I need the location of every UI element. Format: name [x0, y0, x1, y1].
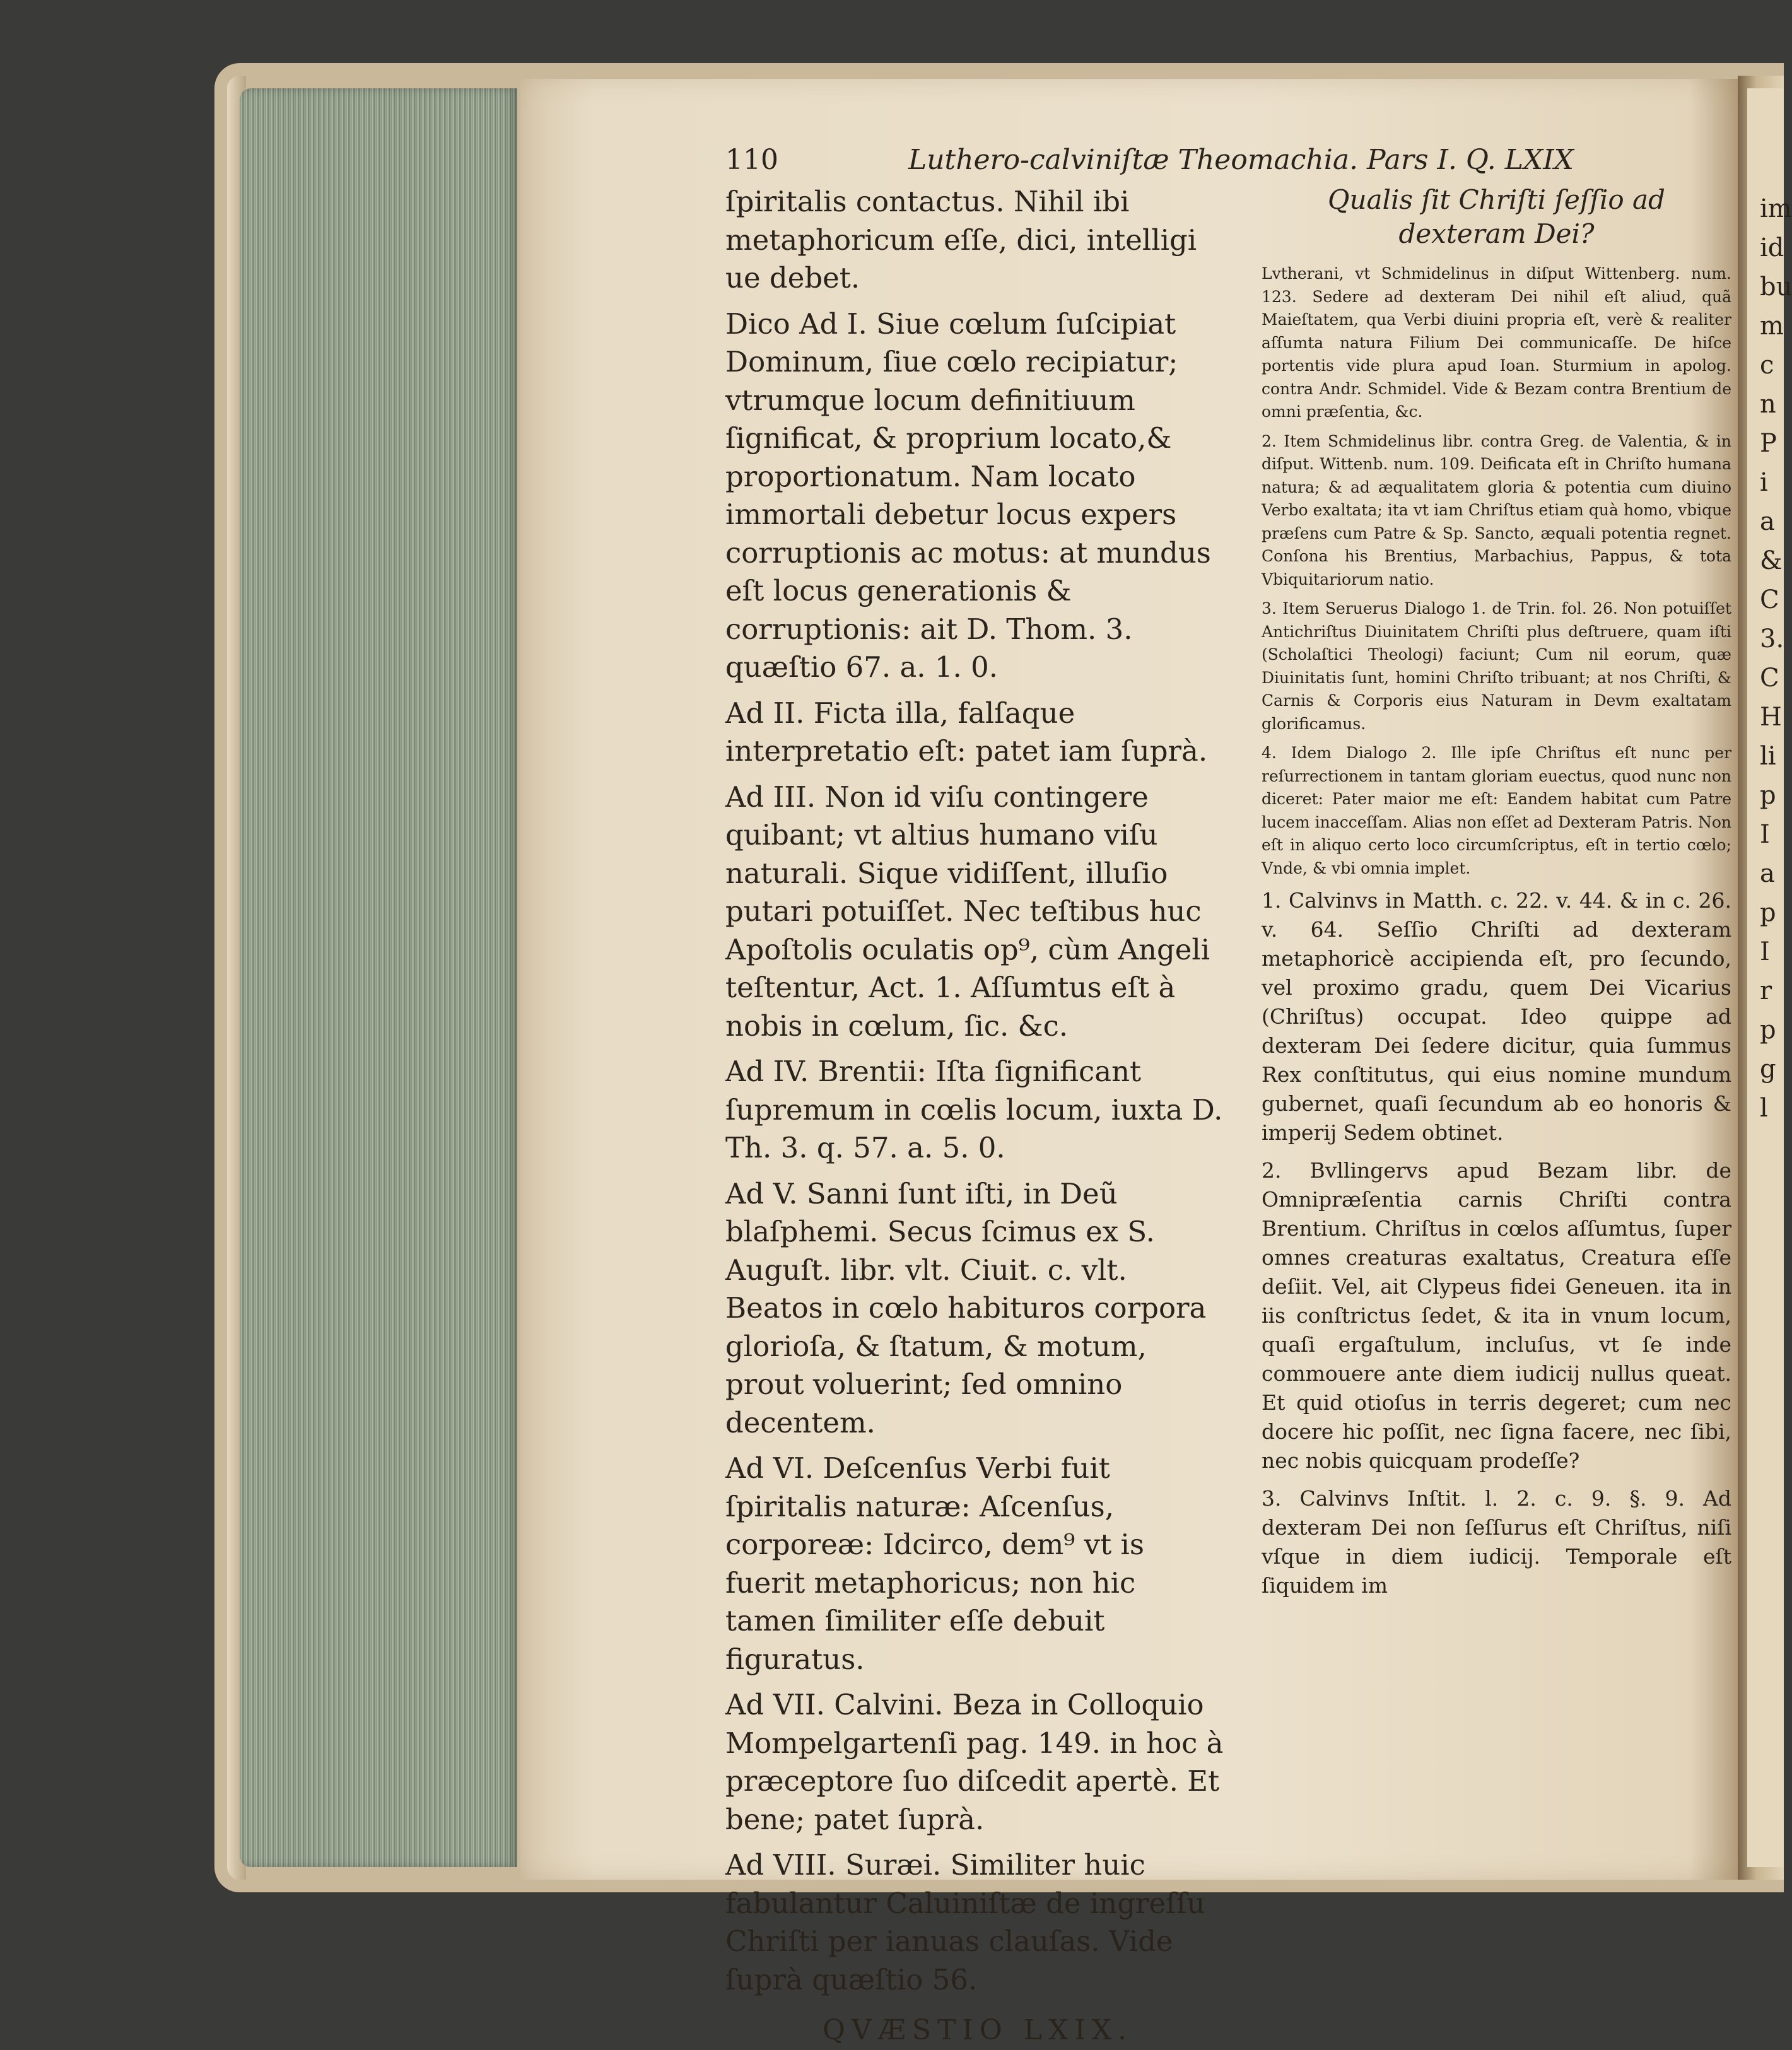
left-text-column: [725, 183, 1230, 2050]
paragraph: 2. Bvllingervs apud Bezam libr. de Omnipræſentia carnis Chriſti contra Brentium. Chriſtus in cœlos aſſumtus, ſuper omnes creaturas exaltatus, Creatura eſſe deſiit. Vel, ait Clypeus fidei Geneuen. ita in iis conſtrictus ſedet, & ita in vnum locum, quaſi ergaſtulum, incluſus, vt ſe inde commouere ante diem iudicij nullus queat. Et quid otioſus in terris degeret; cum nec docere hic poſſit, nec ſigna facere, nec ſibi, nec nobis quicquam prodeſſe?: [1262, 1158, 1731, 1473]
edge-fragment: c: [1760, 351, 1774, 380]
paragraph: 3. Item Seruerus Dialogo 1. de Trin. fol. 26. Non potuiſſet Antichriſtus Diuinitatem Chriſti plus deſtruere, quam iſti (Scholaſtici Theologi) faciunt; Cum nil eorum, quæ Diuinitatis ſunt, homini Chriſto tribuant; at nos Chriſti, & Carnis & Corporis eius Naturam in Devm exaltatam glorificamus.: [1262, 599, 1731, 733]
edge-fragment: r: [1760, 976, 1772, 1005]
paragraph: Lvtherani, vt Schmidelinus in diſput Wittenberg. num. 123. Sedere ad dexteram Dei nihil eſt aliud, quã Maieſtatem, qua Verbi diuini propria eſt, verè & realiter aſſumta natura Filium Dei communicaſſe. De hiſce portentis vide plura apud Ioan. Sturmium in apolog. contra Andr. Schmidel. Vide & Bezam contra Brentium de omni præſentia, &c.: [1262, 264, 1731, 421]
paragraph: 3. Calvinvs Inſtit. l. 2. c. 9. §. 9. Ad dexteram Dei non ſeſſurus eſt Chriſtus, niſi vſque in diem iudicij. Temporale eſt ſiquidem im: [1262, 1486, 1731, 1598]
edge-fragment: I: [1760, 937, 1770, 966]
edge-fragment: l: [1760, 1094, 1768, 1123]
edge-fragment: p: [1760, 898, 1776, 927]
edge-fragment: m: [1760, 312, 1784, 341]
edge-fragment: 3.: [1760, 624, 1784, 653]
running-title: Luthero-calviniſtæ Theomachia. Pars I. Q. LXIX: [908, 144, 1574, 176]
question-heading: QVÆSTIO LXIX.: [822, 2014, 1133, 2046]
edge-fragment: id: [1760, 233, 1784, 262]
right-page-edge-text: [1760, 189, 1792, 1128]
edge-fragment: g: [1760, 1055, 1776, 1084]
right-text-column: [1262, 183, 1731, 1609]
paragraph: Dico Ad I. Siue cœlum ſuſcipiat Dominum, ſiue cœlo recipiatur; vtrumque locum definitiuum ſignificat, & proprium locato,& proportionatum. Nam locato immortali debetur locus expers corruptionis ac motus: at mundus eſt locus generationis & corruptionis: ait D. Thom. 3. quæſtio 67. a. 1. 0.: [725, 307, 1211, 684]
edge-fragment: li: [1760, 742, 1776, 771]
page-block-edge: [240, 88, 517, 1867]
edge-fragment: p: [1760, 1016, 1776, 1045]
question-title: Qualis ſit Chriſti ſeſſio ad dexteram Dei?: [1328, 184, 1665, 249]
paragraph: 4. Idem Dialogo 2. Ille ipſe Chriſtus eſt nunc per reſurrectionem in tantam gloriam euectus, quod nunc non diceret: Pater maior me eſt: Eandem habitat cum Patre lucem inacceſſam. Alias non eſſet ad Dexteram Patris. Non eſt in aliquo certo loco circumſcriptus, eſt in tertio cœlo; Vnde, & vbi omnia implet.: [1262, 744, 1731, 877]
paragraph: Ad III. Non id viſu contingere quibant; vt altius humano viſu naturali. Sique vidiſſent, illuſio putari potuiſſet. Nec teſtibus huc Apoſtolis oculatis op⁹, cùm Angeli teſtentur, Act. 1. Aſſumtus eſt à nobis in cœlum, ſic. &c.: [725, 780, 1210, 1043]
edge-fragment: im: [1760, 194, 1792, 223]
paragraph: Ad VII. Calvini. Beza in Colloquio Mompelgartenſi pag. 149. in hoc à præceptore ſuo diſcedit apertè. Et bene; patet ſuprà.: [725, 1688, 1224, 1836]
edge-fragment: a: [1760, 859, 1775, 888]
paragraph: Ad II. Ficta illa, falſaque interpretatio eſt: patet iam ſuprà.: [725, 696, 1208, 768]
edge-fragment: H: [1760, 703, 1782, 732]
edge-fragment: I: [1760, 820, 1770, 849]
paragraph: Ad VI. Deſcenſus Verbi fuit ſpiritalis naturæ: Aſcenſus, corporeæ: Idcirco, dem⁹ vt is fuerit metaphoricus; non hic tamen ſimiliter eſſe debuit figuratus.: [725, 1451, 1144, 1676]
page-number: 110: [725, 144, 778, 176]
edge-fragment: C: [1760, 585, 1779, 614]
edge-fragment: p: [1760, 781, 1776, 810]
edge-fragment: i: [1760, 468, 1768, 497]
paragraph: 2. Item Schmidelinus libr. contra Greg. de Valentia, & in diſput. Wittenb. num. 109. Deificata eſt in Chriſto humana natura; & ad æqualitatem gloria & potentia cum diuino Verbo exaltata; ita vt iam Chriſtus etiam quà homo, vbique præſens cum Patre & Sp. Sancto, æquali potentia regnet. Conſona his Brentius, Marbachius, Pappus, & tota Vbiquitariorum natio.: [1262, 431, 1731, 589]
edge-fragment: &: [1760, 546, 1783, 575]
paragraph: ſpiritalis contactus. Nihil ibi metaphoricum eſſe, dici, intelligi ue debet.: [725, 185, 1197, 295]
paragraph: 1. Calvinvs in Matth. c. 22. v. 44. & in c. 26. v. 64. Seſſio Chriſti ad dexteram metaphoricè accipienda eſt, pro ſecundo, vel proximo gradu, quem Dei Vicarius (Chriſtus) occupat. Ideo quippe ad dexteram Dei ſedere dicitur, quia ſummus Rex conſtitutus, qui eius nomine mundum gubernet, quaſi ſecundum ab eo honoris & imperij Sedem obtinet.: [1262, 888, 1731, 1145]
edge-fragment: a: [1760, 507, 1775, 536]
edge-fragment: n: [1760, 390, 1776, 419]
edge-fragment: C: [1760, 664, 1779, 693]
edge-fragment: P: [1760, 429, 1777, 458]
paragraph: Ad V. Sanni ſunt iſti, in Deũ blaſphemi. Secus ſcimus ex S. Auguſt. libr. vlt. Ciuit. c. vlt. Beatos in cœlo habituros corpora glorioſa, & ſtatum, & motum, prout voluerint; ſed omnino decentem.: [725, 1176, 1207, 1439]
paragraph: Ad VIII. Suræi. Similiter huic fabulantur Caluiniſtæ de ingreſſu Chriſti per ianuas clauſas. Vide ſuprà quæſtio 56.: [725, 1848, 1205, 1996]
paragraph: Ad IV. Brentii: Iſta ſignificant ſupremum in cœlis locum, iuxta D. Th. 3. q. 57. a. 5. 0.: [725, 1055, 1223, 1164]
edge-fragment: bu: [1760, 272, 1792, 302]
